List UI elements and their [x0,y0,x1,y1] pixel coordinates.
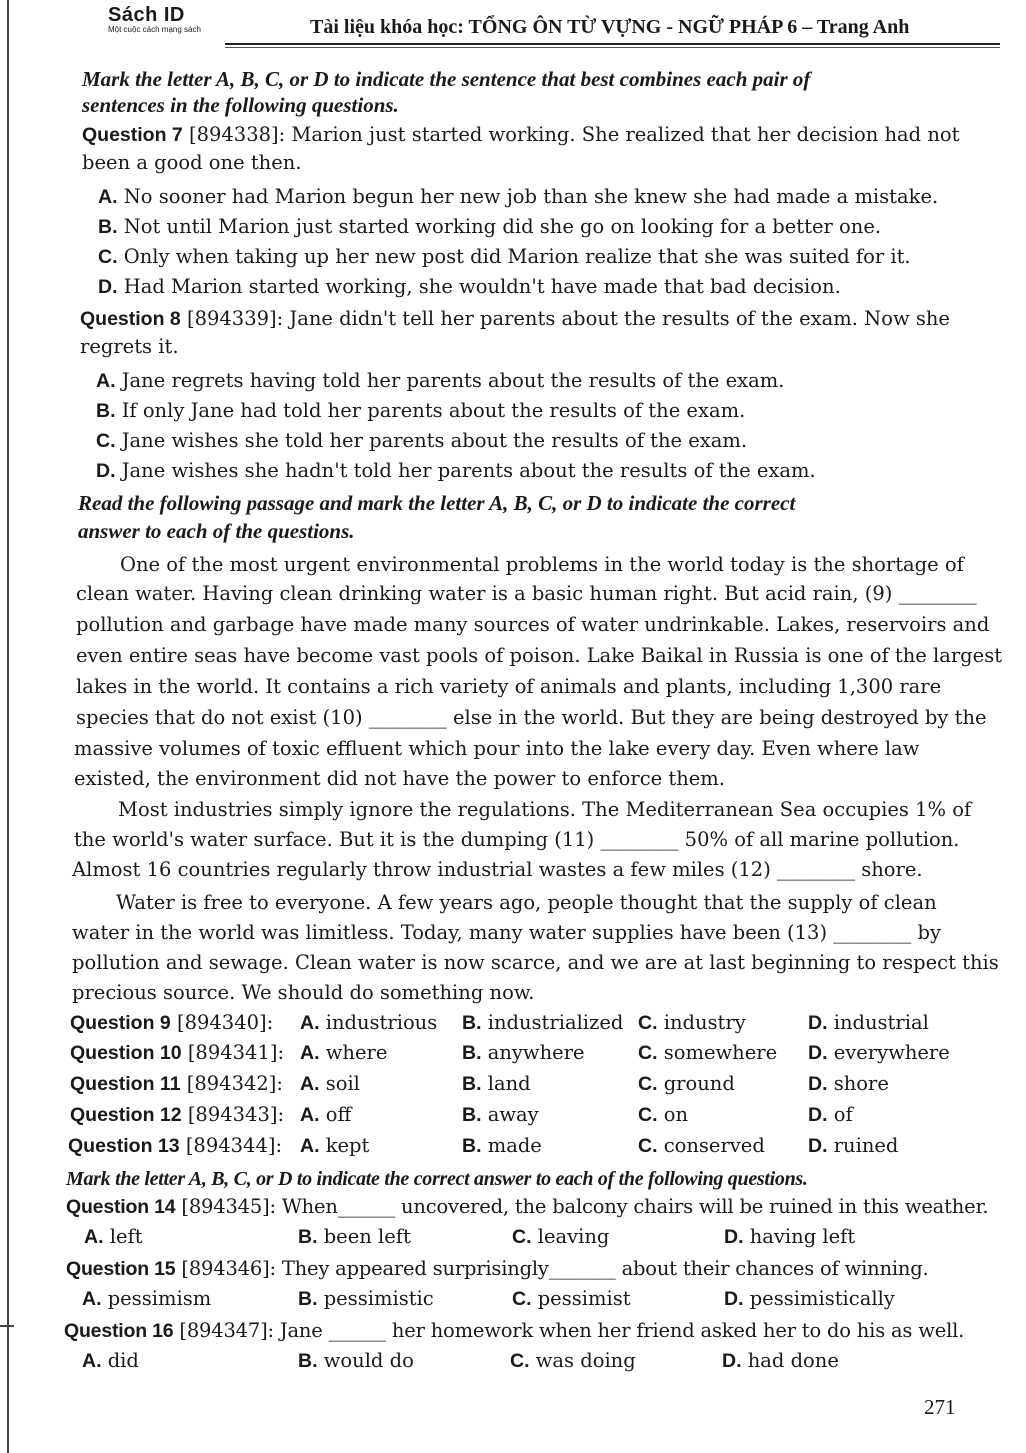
option-text: Not until Marion just started working did she go on looking for a better one. [123,215,882,238]
option-letter: C. [512,1226,532,1248]
question-11-option-d [808,1071,889,1097]
question-15-option-c [512,1286,631,1312]
option-letter: A. [300,1073,320,1095]
question-10-option-d [808,1040,950,1066]
option-text: soil [325,1072,360,1095]
option-letter: D. [808,1073,828,1095]
option-letter: A. [96,370,116,392]
passage-line: precious source. We should do something now. [72,981,535,1004]
question-9-option-b [462,1010,623,1036]
option-text: kept [325,1134,370,1157]
question-13-option-c [638,1133,765,1159]
option-text: Only when taking up her new post did Marion realize that she was suited for it. [123,245,911,268]
option-letter: B. [98,216,118,238]
option-text: off [325,1103,352,1126]
section1-instruction-line2: sentences in the following questions. [82,93,399,117]
option-letter: D. [808,1135,828,1157]
option-letter: D. [98,276,118,298]
passage-line: One of the most urgent environmental problems in the world today is the shortage of [120,553,964,576]
option-letter: B. [298,1350,318,1372]
question-7-text: [894338]: Marion just started working. She realized that her decision had not [182,123,960,146]
option-text: been left [323,1225,411,1248]
option-text: industrious [325,1011,438,1034]
question-15-stem [66,1256,929,1282]
question-10-option-b [462,1040,585,1066]
question-10-option-a [300,1040,387,1066]
option-letter: C. [96,430,116,452]
option-text: ground [663,1072,735,1095]
question-8-stem-line2: regrets it. [80,335,179,358]
question-14-stem [66,1194,988,1220]
option-letter: A. [84,1226,104,1248]
question-14-option-d [724,1224,855,1250]
option-letter: C. [98,246,118,268]
page-edge-line [7,0,9,1453]
question-16-option-c [510,1348,636,1374]
question-13-option-a [300,1133,369,1159]
question-8-label: Question 8 [80,308,181,330]
question-11-option-a [300,1071,360,1097]
question-14-label: Question 14 [66,1196,176,1218]
question-12-option-b [462,1102,539,1128]
option-text: having left [749,1225,856,1248]
question-16-option-a [82,1348,139,1374]
passage-line: massive volumes of toxic effluent which pour into the lake every day. Even where law [74,737,920,760]
option-text: had done [747,1349,839,1372]
passage-line: pollution and garbage have made many sources of water undrinkable. Lakes, reservoirs and [76,613,990,636]
passage-line: existed, the environment did not have the power to enforce them. [74,767,725,790]
header-rule-thin [225,47,1000,48]
question-10-stem [70,1040,284,1066]
brand-name: Sách ID [108,4,185,26]
option-text: pessimistic [323,1287,434,1310]
option-text: pessimist [537,1287,631,1310]
option-letter: D. [808,1104,828,1126]
option-text: leaving [537,1225,610,1248]
question-id: [894344]: [179,1134,283,1157]
passage-line: Almost 16 countries regularly throw industrial wastes a few miles (12) ________ shore. [72,858,923,881]
option-text: industry [663,1011,746,1034]
passage-line: lakes in the world. It contains a rich variety of animals and plants, including 1,300 rare [76,675,942,698]
question-9-stem [70,1010,273,1036]
question-12-option-d [808,1102,853,1128]
question-label: Question 9 [70,1012,171,1034]
question-16-label: Question 16 [64,1320,174,1342]
section2-instruction-line2: answer to each of the questions. [78,519,355,543]
option-text: left [109,1225,143,1248]
option-letter: A. [82,1288,102,1310]
header-title: Tài liệu khóa học: TỔNG ÔN TỪ VỰNG - NGỮ PHÁP 6 – Trang Anh [310,16,910,38]
option-letter: A. [300,1104,320,1126]
option-text: land [487,1072,531,1095]
option-text: Jane wishes she hadn't told her parents about the results of the exam. [121,459,816,482]
question-13-stem [68,1133,282,1159]
brand-logo [108,4,201,34]
question-15-option-a [82,1286,211,1312]
question-label: Question 12 [70,1104,182,1126]
question-9-option-a [300,1010,437,1036]
option-letter: A. [300,1135,320,1157]
option-letter: D. [724,1288,744,1310]
question-8-stem-line1 [80,306,950,332]
option-text: everywhere [833,1041,950,1064]
question-8-text: [894339]: Jane didn't tell her parents about the results of the exam. Now she [180,307,950,330]
option-text: was doing [535,1349,636,1372]
question-id: [894343]: [181,1103,285,1126]
passage-line: even entire seas have become vast pools of poison. Lake Baikal in Russia is one of the largest [76,644,1003,667]
option-text: Jane wishes she told her parents about the results of the exam. [121,429,748,452]
question-label: Question 11 [70,1073,181,1095]
question-id: [894341]: [181,1041,285,1064]
question-14-option-b [298,1224,411,1250]
question-13-option-b [462,1133,542,1159]
question-16-text: [894347]: Jane ______ her homework when her friend asked her to do his as well. [173,1319,965,1342]
passage-line: Most industries simply ignore the regulations. The Mediterranean Sea occupies 1% of [118,798,972,821]
option-letter: C. [510,1350,530,1372]
option-text: Had Marion started working, she wouldn't have made that bad decision. [123,275,841,298]
question-id: [894340]: [170,1011,274,1034]
passage-line: the world's water surface. But it is the dumping (11) ________ 50% of all marine pollution. [74,828,960,851]
option-text: industrialized [487,1011,624,1034]
question-11-stem [70,1071,283,1097]
option-text: No sooner had Marion begun her new job than she knew she had made a mistake. [123,185,939,208]
option-letter: B. [462,1012,482,1034]
question-12-stem [70,1102,284,1128]
header-rule [225,43,1000,45]
option-text: would do [323,1349,414,1372]
question-7-option-b [98,214,881,240]
question-7-option-d [98,274,841,300]
option-letter: B. [462,1135,482,1157]
option-letter: B. [298,1226,318,1248]
question-7-stem-line1 [82,122,960,148]
option-text: did [107,1349,139,1372]
question-16-stem [64,1318,964,1344]
question-11-option-c [638,1071,735,1097]
option-text: conserved [663,1134,765,1157]
option-letter: B. [462,1042,482,1064]
question-11-option-b [462,1071,531,1097]
question-16-option-d [722,1348,839,1374]
question-12-option-a [300,1102,351,1128]
option-letter: A. [300,1042,320,1064]
section3-instruction: Mark the letter A, B, C, or D to indicate the correct answer to each of the following questions. [66,1168,808,1190]
question-15-text: [894346]: They appeared surprisingly_______ about their chances of winning. [175,1257,929,1280]
option-letter: C. [638,1042,658,1064]
option-letter: C. [638,1135,658,1157]
option-letter: D. [96,460,116,482]
option-letter: C. [638,1073,658,1095]
question-8-option-c [96,428,747,454]
question-9-option-d [808,1010,929,1036]
page-edge-tick [0,1325,14,1327]
option-text: If only Jane had told her parents about the results of the exam. [121,399,746,422]
option-text: industrial [833,1011,929,1034]
option-text: pessimistically [749,1287,895,1310]
question-label: Question 13 [68,1135,180,1157]
question-16-option-b [298,1348,414,1374]
option-letter: D. [722,1350,742,1372]
question-8-option-d [96,458,816,484]
option-letter: C. [512,1288,532,1310]
option-letter: D. [724,1226,744,1248]
option-text: ruined [833,1134,899,1157]
option-text: Jane regrets having told her parents about the results of the exam. [121,369,785,392]
question-7-option-a [98,184,938,210]
question-7-option-c [98,244,911,270]
option-text: on [663,1103,689,1126]
question-8-option-a [96,368,784,394]
question-15-option-d [724,1286,895,1312]
option-text: pessimism [107,1287,212,1310]
option-letter: D. [808,1012,828,1034]
option-text: somewhere [663,1041,778,1064]
passage-line: species that do not exist (10) ________ else in the world. But they are being destroyed by the [76,706,987,729]
section1-instruction-line1: Mark the letter A, B, C, or D to indicate the sentence that best combines each pair of [82,67,811,91]
option-letter: A. [98,186,118,208]
question-7-stem-line2: been a good one then. [82,151,302,174]
brand-tagline: Một cuộc cách mạng sách [108,25,201,34]
option-text: where [325,1041,388,1064]
question-14-option-c [512,1224,609,1250]
question-14-text: [894345]: When______ uncovered, the balcony chairs will be ruined in this weather. [175,1195,989,1218]
option-letter: B. [96,400,116,422]
option-text: away [487,1103,539,1126]
option-text: anywhere [487,1041,585,1064]
question-15-option-b [298,1286,434,1312]
option-letter: B. [462,1073,482,1095]
question-9-option-c [638,1010,746,1036]
option-letter: A. [300,1012,320,1034]
question-8-option-b [96,398,745,424]
question-14-option-a [84,1224,143,1250]
option-letter: C. [638,1012,658,1034]
option-letter: B. [298,1288,318,1310]
passage-line: pollution and sewage. Clean water is now scarce, and we are at last beginning to respect this [72,951,999,974]
option-letter: C. [638,1104,658,1126]
option-letter: A. [82,1350,102,1372]
option-text: shore [833,1072,889,1095]
section2-instruction-line1: Read the following passage and mark the letter A, B, C, or D to indicate the correct [78,491,796,515]
question-12-option-c [638,1102,688,1128]
page-number: 271 [924,1395,956,1419]
option-letter: D. [808,1042,828,1064]
option-text: of [833,1103,853,1126]
question-10-option-c [638,1040,777,1066]
passage-line: clean water. Having clean drinking water is a basic human right. But acid rain, (9) ________ [76,582,977,605]
question-13-option-d [808,1133,898,1159]
question-7-label: Question 7 [82,124,183,146]
question-id: [894342]: [180,1072,283,1095]
question-15-label: Question 15 [66,1258,176,1280]
question-label: Question 10 [70,1042,182,1064]
option-text: made [487,1134,542,1157]
option-letter: B. [462,1104,482,1126]
passage-line: Water is free to everyone. A few years ago, people thought that the supply of clean [116,891,937,914]
passage-line: water in the world was limitless. Today, many water supplies have been (13) ________ by [72,921,941,944]
